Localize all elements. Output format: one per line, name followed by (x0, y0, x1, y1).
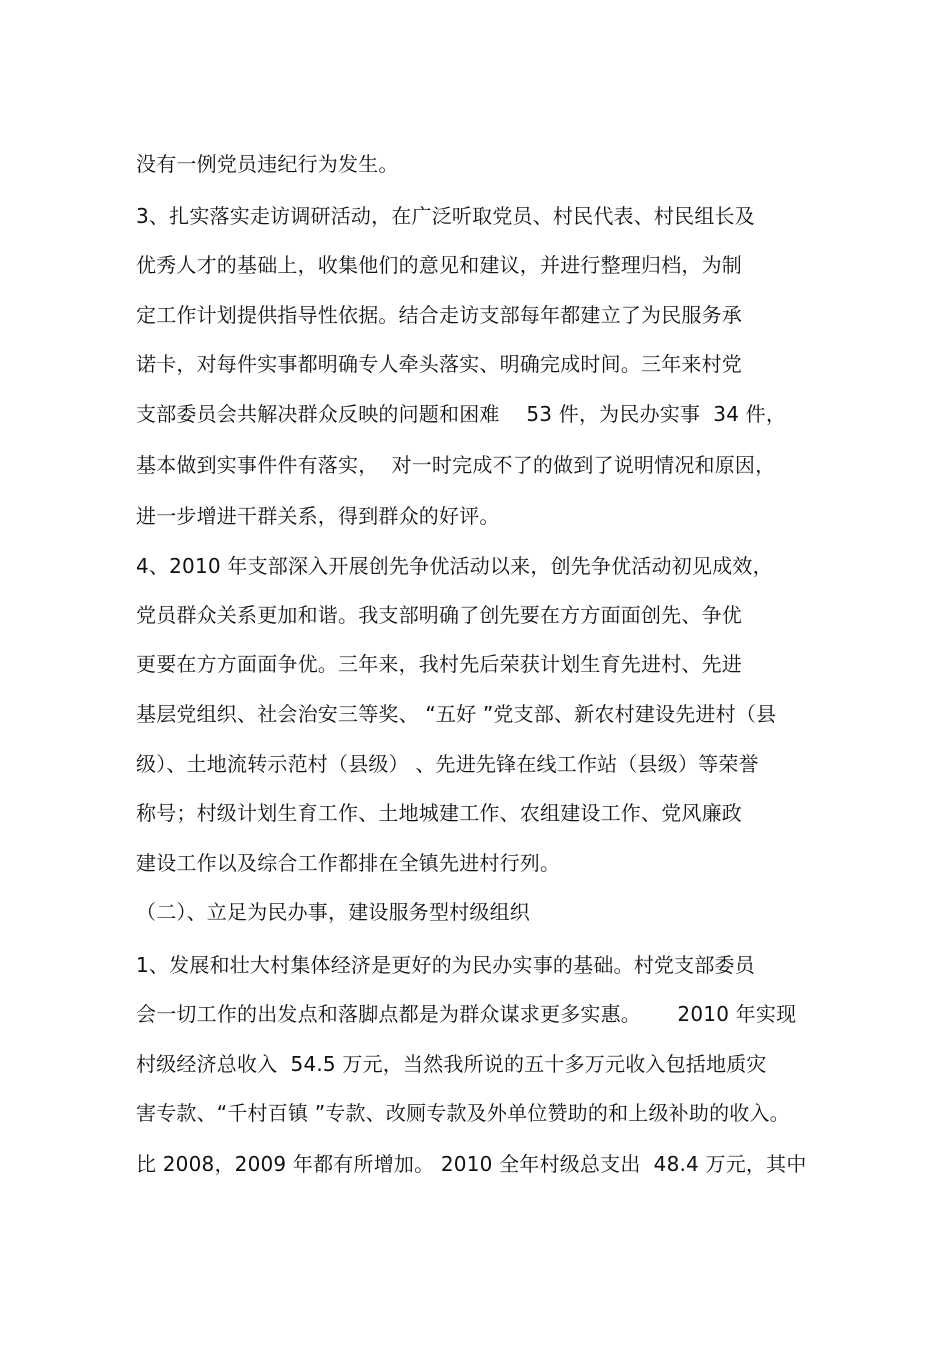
text-line: 1、发展和壮大村集体经济是更好的为民办实事的基础。村党支部委员 (136, 953, 755, 977)
text-line: 基本做到实事件件有落实， 对一时完成不了的做到了说明情况和原因， (136, 453, 776, 477)
text-line: 比 2008，2009 年都有所增加。 2010 全年村级总支出 48.4 万元，其中 (136, 1152, 807, 1176)
text-line: 基层党组织、社会治安三等奖、 “五好 ”党支部、新农村建设先进村（县 (136, 702, 777, 726)
text-line: 称号；村级计划生育工作、土地城建工作、农组建设工作、党风廉政 (136, 801, 742, 825)
text-line: 支部委员会共解决群众反映的问题和困难 53 件，为民办实事 34 件， (136, 402, 787, 426)
text-line: 进一步增进干群关系，得到群众的好评。 (136, 504, 500, 528)
section-heading: （二）、立足为民办事，建设服务型村级组织 (136, 900, 530, 924)
text-line: 没有一例党员违纪行为发生。 (136, 152, 399, 176)
text-line: 定工作计划提供指导性依据。结合走访支部每年都建立了为民服务承 (136, 303, 742, 327)
text-line: 建设工作以及综合工作都排在全镇先进村行列。 (136, 851, 561, 875)
text-line: 级）、土地流转示范村（县级） 、先进先锋在线工作站（县级）等荣誉 (136, 752, 759, 776)
text-line: 党员群众关系更加和谐。我支部明确了创先要在方方面面创先、争优 (136, 603, 742, 627)
text-line: 更要在方方面面争优。三年来，我村先后荣获计划生育先进村、先进 (136, 652, 742, 676)
text-line: 村级经济总收入 54.5 万元，当然我所说的五十多万元收入包括地质灾 (136, 1052, 767, 1076)
text-line: 害专款、“千村百镇 ”专款、改厕专款及外单位赞助的和上级补助的收入。 (136, 1101, 790, 1125)
text-line: 诺卡，对每件实事都明确专人牵头落实、明确完成时间。三年来村党 (136, 352, 742, 376)
text-line: 会一切工作的出发点和落脚点都是为群众谋求更多实惠。 2010 年实现 (136, 1002, 797, 1026)
text-line: 3、扎实落实走访调研活动，在广泛听取党员、村民代表、村民组长及 (136, 204, 755, 228)
text-line: 优秀人才的基础上，收集他们的意见和建议，并进行整理归档，为制 (136, 253, 742, 277)
text-line: 4、2010 年支部深入开展创先争优活动以来，创先争优活动初见成效， (136, 554, 773, 578)
